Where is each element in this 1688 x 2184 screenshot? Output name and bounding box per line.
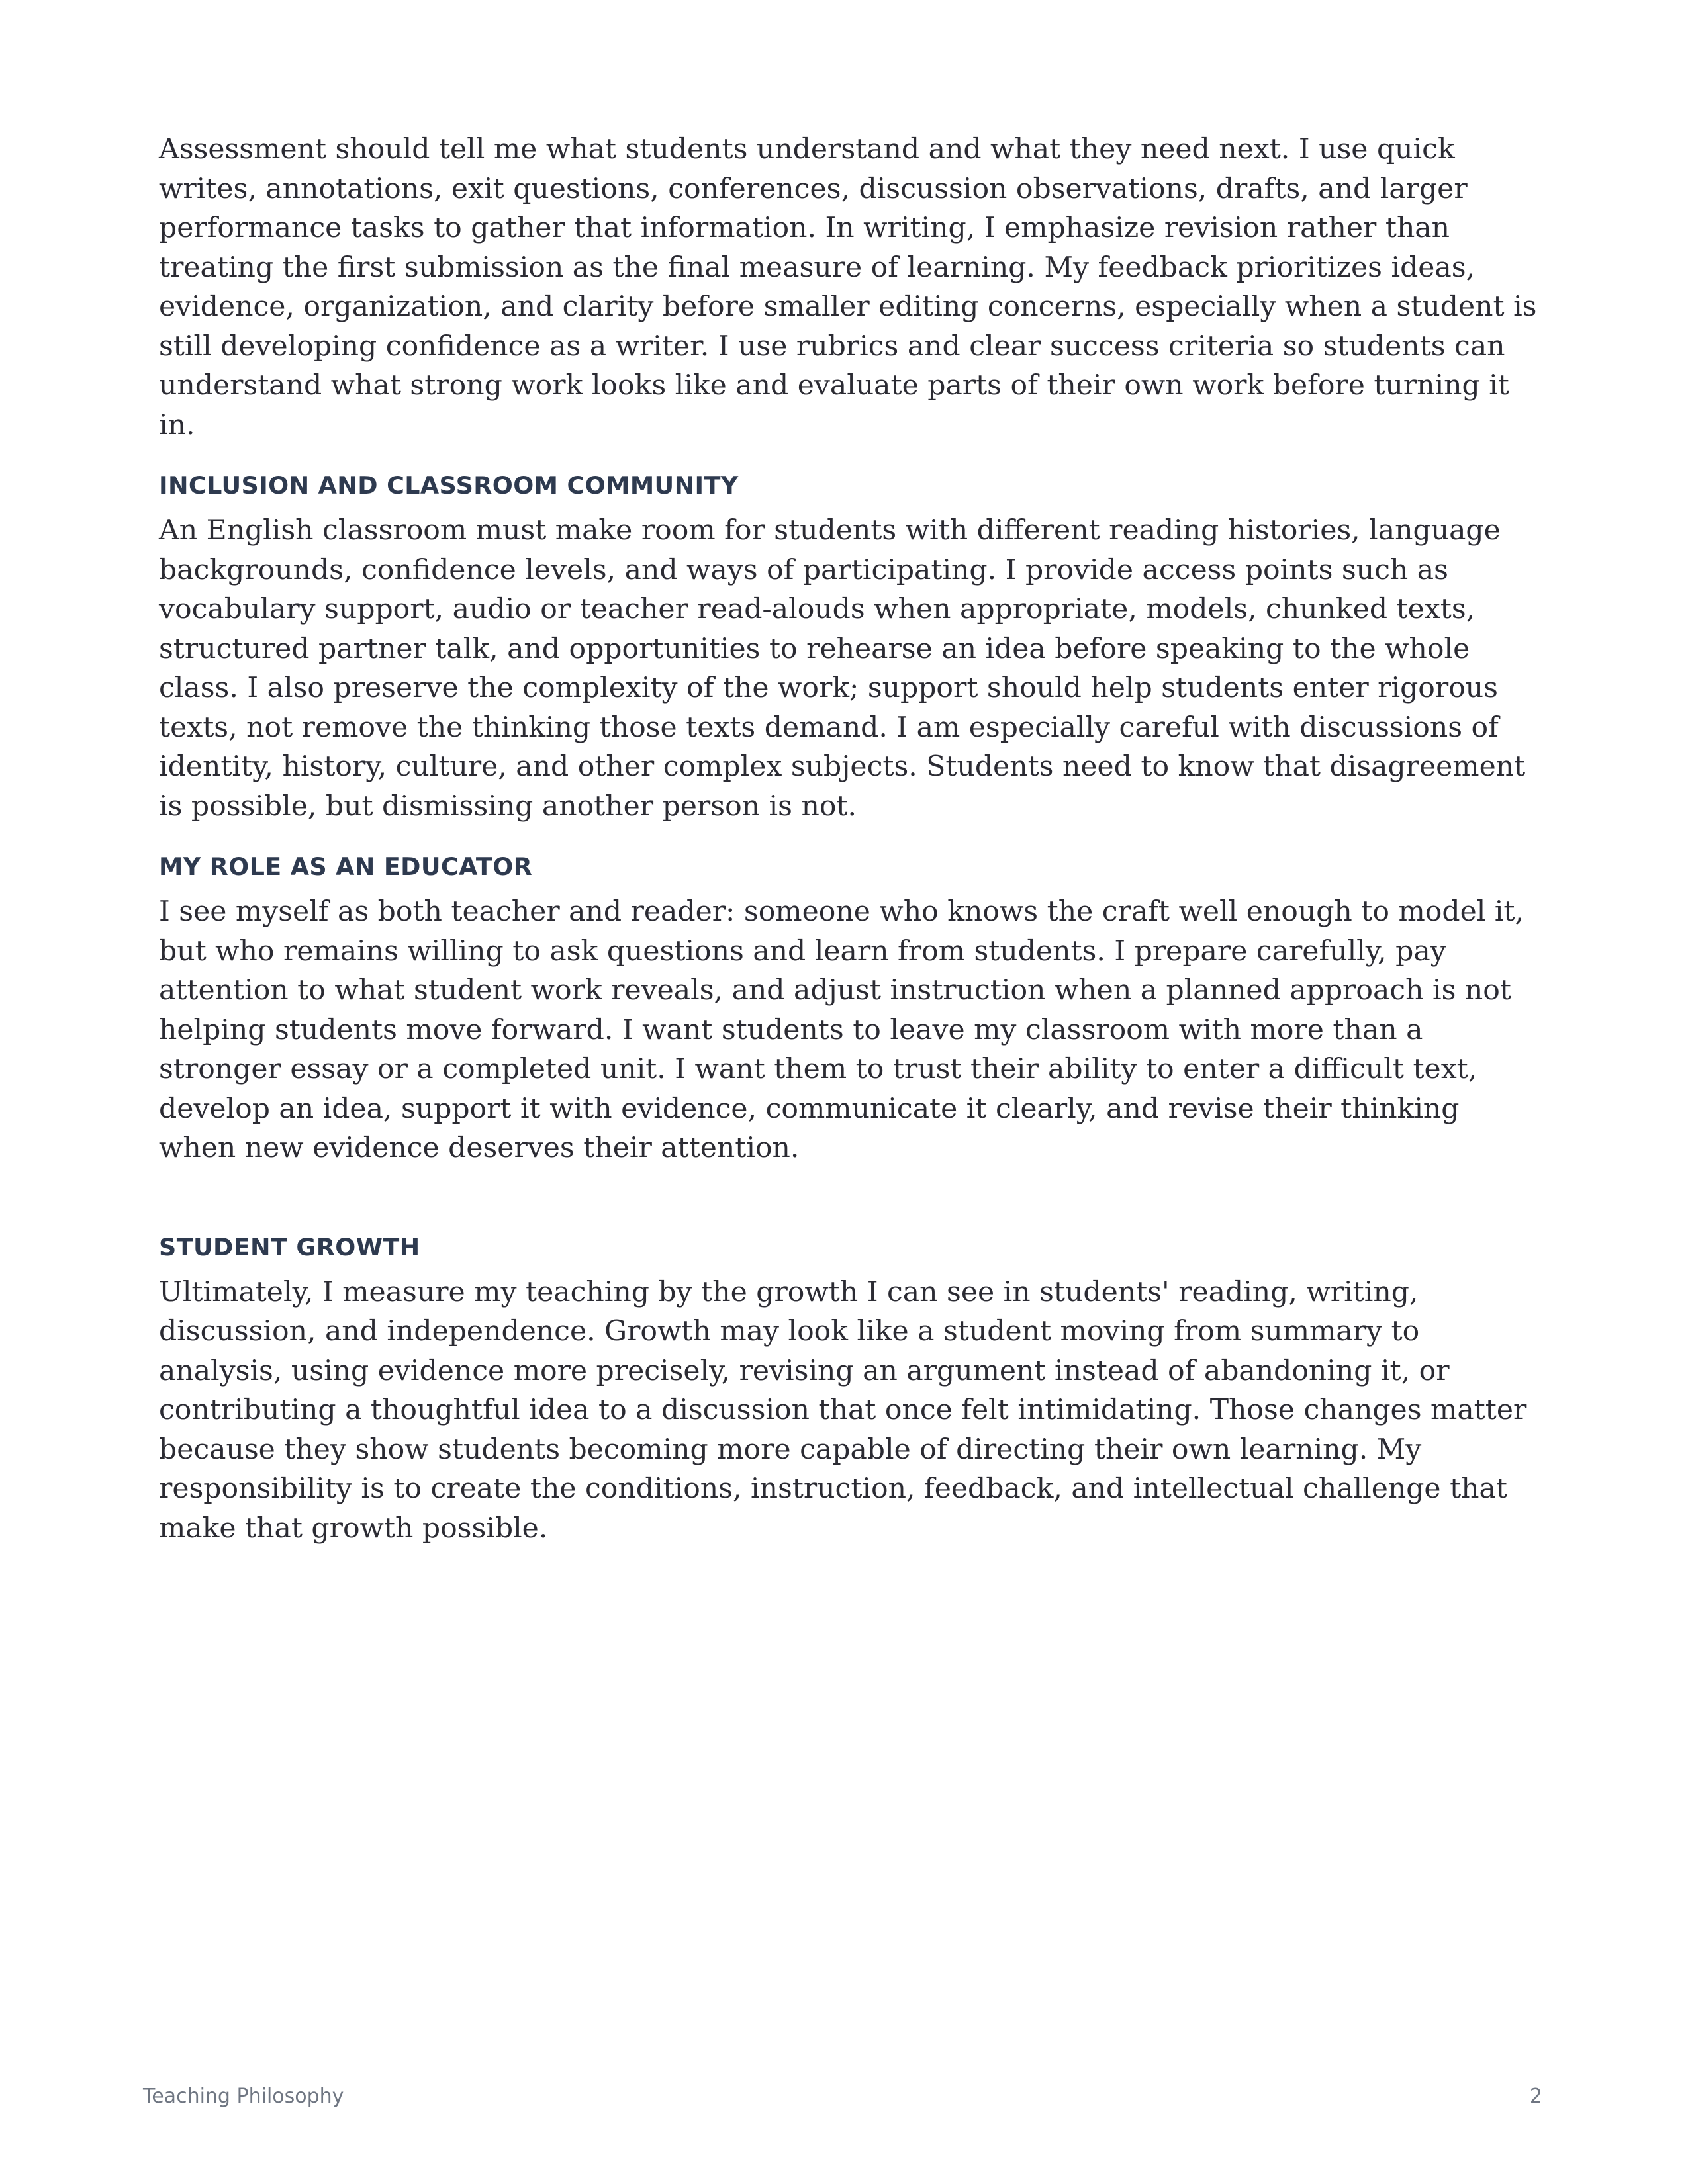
heading-inclusion-and-classroom-community: INCLUSION AND CLASSROOM COMMUNITY <box>159 471 739 500</box>
page-content <box>159 130 1542 1548</box>
paragraph-inclusion: An English classroom must make room for students with different reading histories, language backgrounds, confidence levels, and ways of participating. I provide access points such as vocabulary support, audio or teacher read-alouds when appropriate, models, chunked texts, structured partner talk, and opportunities to rehearse an idea before speaking to the whole class. I also preserve the complexity of the work; support should help students enter rigorous texts, not remove the thinking those texts demand. I am especially careful with discussions of identity, history, culture, and other complex subjects. Students need to know that disagreement is possible, but dismissing another person is not. <box>159 514 1526 823</box>
heading-student-growth: STUDENT GROWTH <box>159 1232 420 1261</box>
paragraph-student-growth: Ultimately, I measure my teaching by the growth I can see in students' reading, writing, discussion, and independence. Growth may look like a student moving from summary to analysis, using evidence more precisely, revising an argument instead of abandoning it, or contributing a thoughtful idea to a discussion that once felt intimidating. Those changes matter because they show students becoming more capable of directing their own learning. My responsibility is to create the conditions, instruction, feedback, and intellectual challenge that make that growth possible. <box>159 1275 1527 1545</box>
page-number: 2 <box>1529 2085 1542 2108</box>
heading-my-role-as-an-educator: MY ROLE AS AN EDUCATOR <box>159 852 533 881</box>
paragraph-role: I see myself as both teacher and reader: someone who knows the craft well enough to model it, but who remains willing to ask questions and learn from students. I prepare carefully, pay attention to what student work reveals, and adjust instruction when a planned approach is not helping students move forward. I want students to leave my classroom with more than a stronger essay or a completed unit. I want them to trust their ability to enter a difficult text, develop an idea, support it with evidence, communicate it clearly, and revise their thinking when new evidence deserves their attention. <box>159 895 1524 1164</box>
paragraph-assessment: Assessment should tell me what students understand and what they need next. I use quick writes, annotations, exit questions, conferences, discussion observations, drafts, and larger performance tasks to gather that information. In writing, I emphasize revision rather than treating the first submission as the final measure of learning. My feedback prioritizes ideas, evidence, organization, and clarity before smaller editing concerns, especially when a student is still developing confidence as a writer. I use rubrics and clear success criteria so students can understand what strong work looks like and evaluate parts of their own work before turning it in. <box>159 133 1537 441</box>
footer-title: Teaching Philosophy <box>143 2085 344 2108</box>
